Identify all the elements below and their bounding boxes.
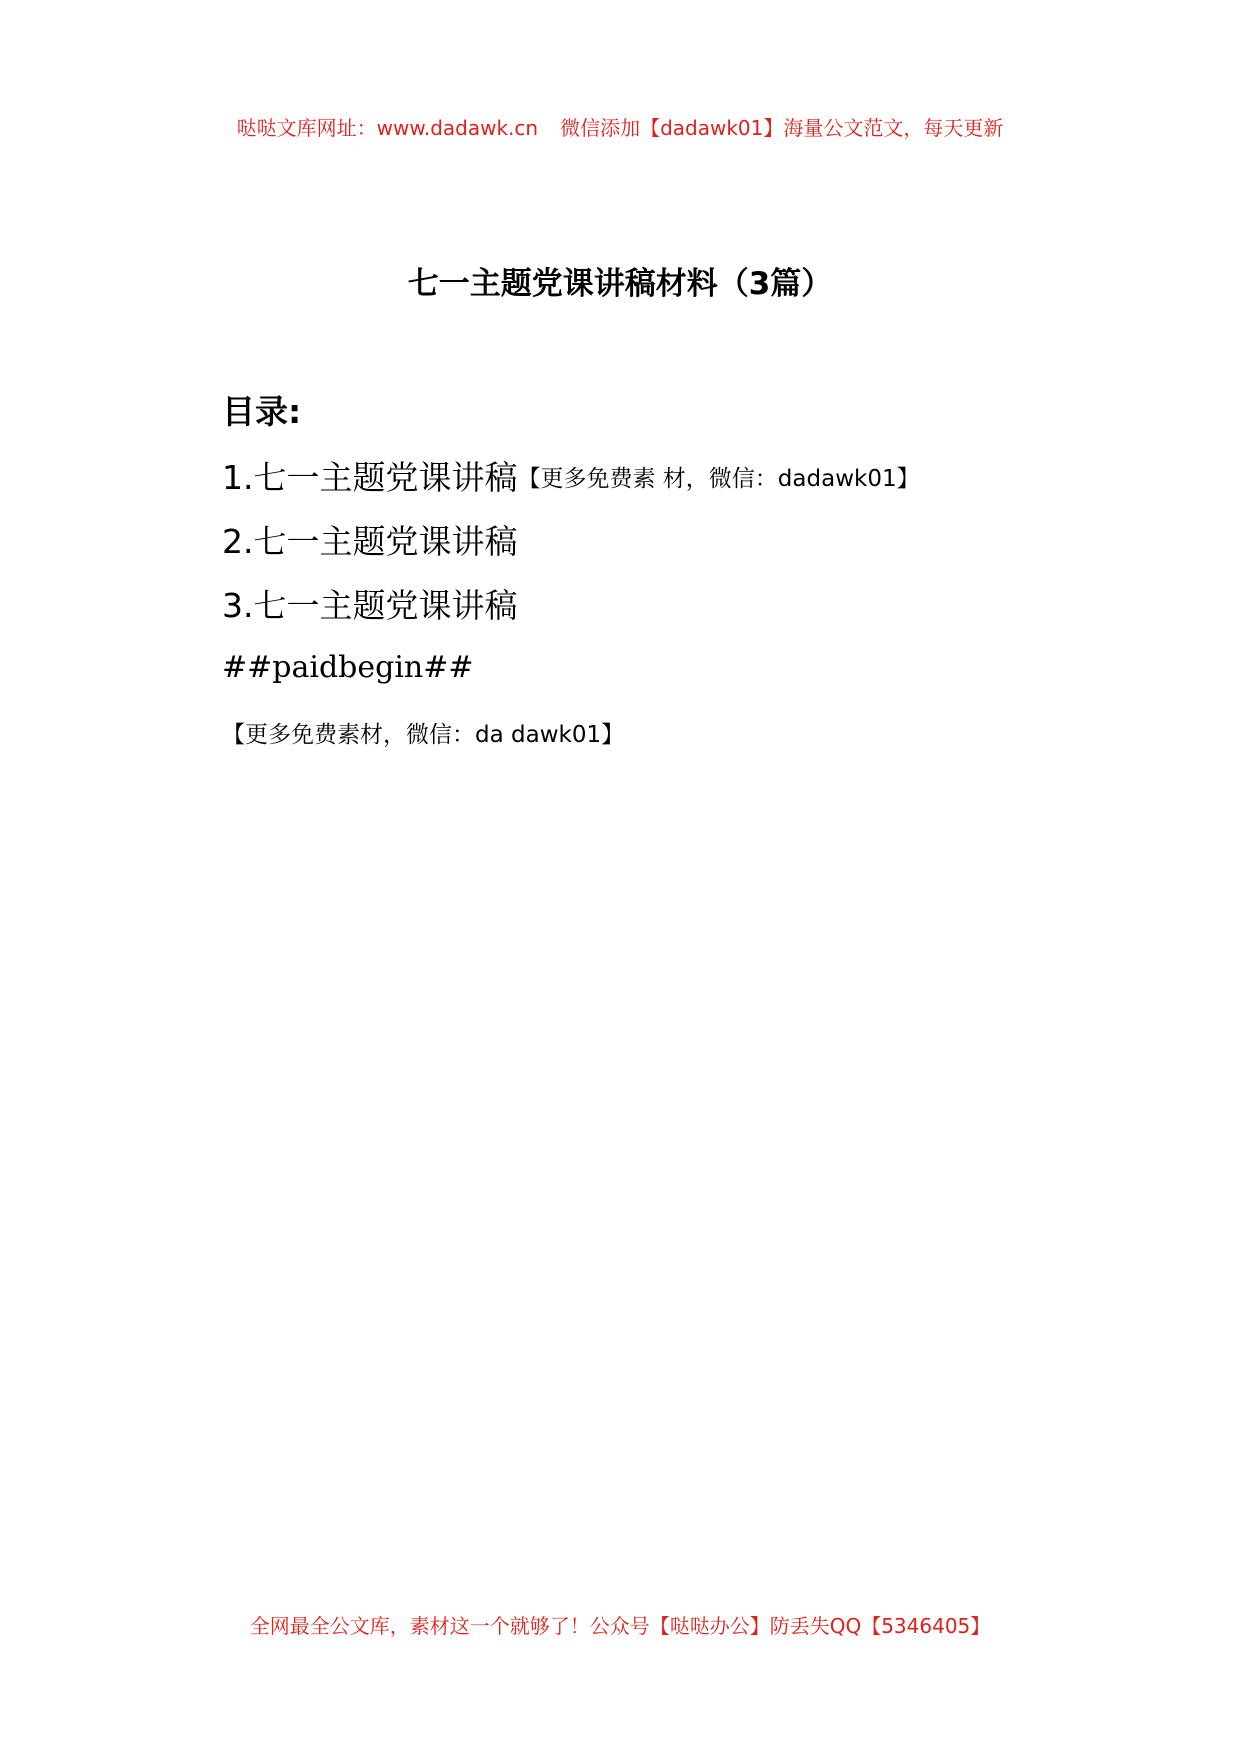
toc-item-note: 【更多免费素 材，微信：dadawk01】	[517, 466, 920, 492]
page-footer-watermark: 全网最全公文库，素材这一个就够了！公众号【哒哒办公】防丢失QQ【5346405】	[249, 1614, 991, 1638]
promo-text: 【更多免费素材，微信：da dawk01】	[222, 722, 625, 748]
toc-item-label: 3.七一主题党课讲稿	[222, 586, 518, 625]
document-title: 七一主题党课讲稿材料（3篇）	[407, 266, 833, 302]
paid-begin-marker: ##paidbegin##	[222, 650, 474, 685]
page-header-watermark	[0, 112, 1240, 141]
toc-heading: 目录:	[222, 392, 302, 431]
toc-item-label: 2.七一主题党课讲稿	[222, 522, 518, 561]
toc-item-3[interactable]	[222, 580, 518, 627]
toc-item-2[interactable]	[222, 516, 518, 563]
toc-item-1[interactable]	[222, 452, 920, 499]
header-wechat-text: 微信添加【dadawk01】海量公文范文，每天更新	[560, 116, 1004, 140]
toc-item-label: 1.七一主题党课讲稿	[222, 458, 518, 497]
header-site-text: 哒哒文库网址：www.dadawk.cn	[236, 116, 539, 140]
